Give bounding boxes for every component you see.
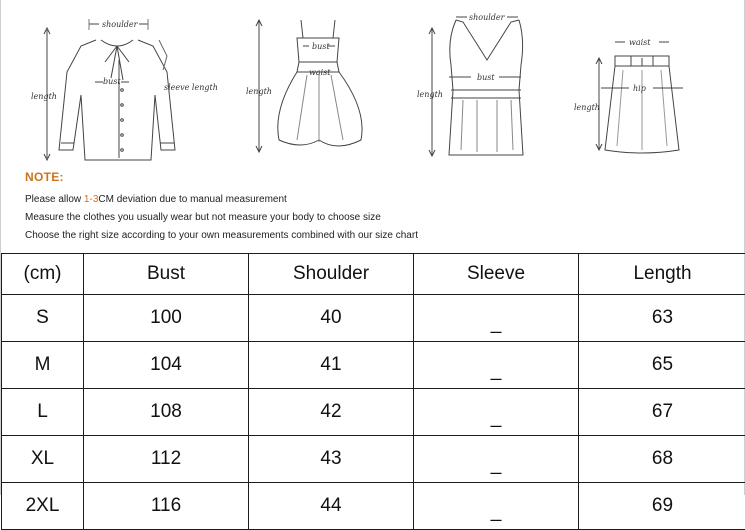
dress-figure	[278, 20, 362, 146]
sleeve-cell: _	[414, 436, 579, 483]
dress-bust-label: bust	[312, 42, 330, 51]
header-shoulder: Shoulder	[249, 254, 414, 295]
size-cell: 2XL	[2, 483, 84, 530]
header-sleeve: Sleeve	[414, 254, 579, 295]
shirt-sleeve-label: sleeve length	[164, 83, 218, 92]
note-line1-pre: Please allow	[25, 194, 84, 205]
header-bust: Bust	[84, 254, 249, 295]
dress-waist-label: waist	[309, 68, 331, 77]
table-row	[2, 483, 745, 530]
table-row	[2, 295, 745, 342]
bust-cell: 116	[84, 483, 249, 530]
size-cell: XL	[2, 436, 84, 483]
camisole-shoulder-label: shoulder	[469, 13, 506, 22]
measurement-illustrations	[1, 0, 745, 170]
shirt-shoulder-label: shoulder	[102, 20, 139, 29]
note-section	[25, 170, 725, 245]
length-cell: 65	[579, 342, 745, 389]
note-line-measure: Measure the clothes you usually wear but not measure your body to choose size	[25, 209, 725, 227]
sleeve-cell: _	[414, 295, 579, 342]
shoulder-cell: 43	[249, 436, 414, 483]
bust-cell: 108	[84, 389, 249, 436]
shoulder-cell: 40	[249, 295, 414, 342]
header-unit: (cm)	[2, 254, 84, 295]
size-cell: L	[2, 389, 84, 436]
note-line1-post: CM deviation due to manual measurement	[98, 194, 286, 205]
shirt-length-label: length	[31, 92, 57, 101]
table-row	[2, 389, 745, 436]
skirt-length-label: length	[574, 103, 600, 112]
sleeve-cell: _	[414, 342, 579, 389]
length-cell: 69	[579, 483, 745, 530]
skirt-figure	[605, 56, 679, 153]
bust-cell: 104	[84, 342, 249, 389]
size-cell: M	[2, 342, 84, 389]
note-line-choose: Choose the right size according to your own measurements combined with our size chart	[25, 227, 725, 245]
header-length: Length	[579, 254, 745, 295]
shirt-figure	[59, 40, 175, 160]
table-row	[2, 436, 745, 483]
note-line1-highlight: 1-3	[84, 194, 98, 205]
note-heading: NOTE:	[25, 170, 725, 184]
sleeve-cell: _	[414, 483, 579, 530]
camisole-length-label: length	[417, 90, 443, 99]
sleeve-cell: _	[414, 389, 579, 436]
note-line-deviation	[25, 191, 725, 209]
size-cell: S	[2, 295, 84, 342]
camisole-figure	[449, 20, 523, 155]
shoulder-cell: 44	[249, 483, 414, 530]
bust-cell: 100	[84, 295, 249, 342]
length-cell: 63	[579, 295, 745, 342]
camisole-bust-label: bust	[477, 73, 495, 82]
skirt-hip-label: hip	[633, 84, 646, 93]
table-row	[2, 342, 745, 389]
skirt-waist-label: waist	[629, 38, 651, 47]
bust-cell: 112	[84, 436, 249, 483]
dress-length-label: length	[246, 87, 272, 96]
table-header-row	[2, 254, 745, 295]
length-cell: 68	[579, 436, 745, 483]
shirt-bust-label: bust	[103, 77, 121, 86]
length-cell: 67	[579, 389, 745, 436]
size-table	[1, 253, 745, 530]
shoulder-cell: 41	[249, 342, 414, 389]
shoulder-cell: 42	[249, 389, 414, 436]
